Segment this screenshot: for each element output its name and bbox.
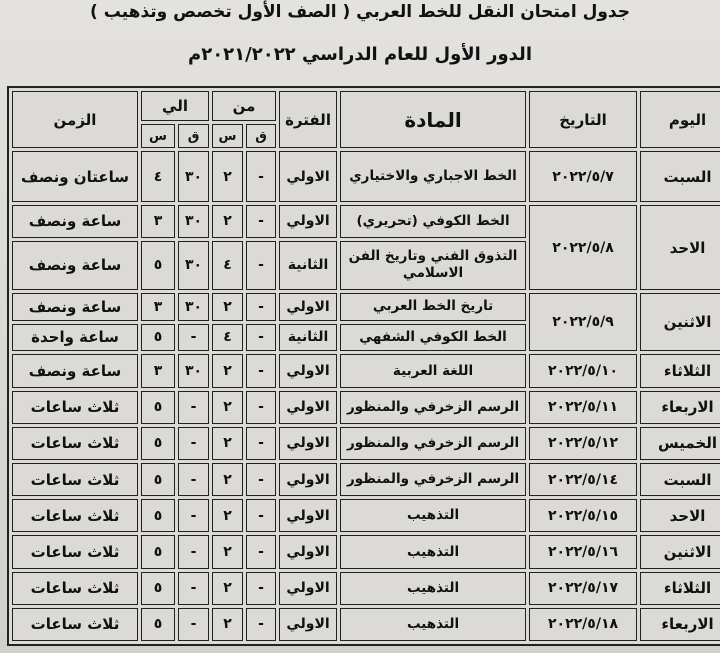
cell-subject: تاريخ الخط العربي [340,293,526,321]
cell-day: الخميس [640,427,720,460]
cell-to-q: - [178,391,209,424]
cell-to-q: - [178,463,209,496]
cell-duration: ثلاث ساعات [12,608,138,641]
cell-to-q: - [178,608,209,641]
table-row [12,293,720,321]
cell-day: الاربعاء [640,391,720,424]
cell-subject: الرسم الزخرفي والمنظور [340,391,526,424]
cell-date: ٢٠٢٢/٥/١٧ [529,572,637,605]
cell-date: ٢٠٢٢/٥/٧ [529,151,637,202]
cell-subject: التذهيب [340,535,526,568]
cell-to-s: ٤ [141,151,175,202]
cell-period: الاولي [279,427,337,460]
cell-day: السبت [640,151,720,202]
cell-to-s: ٥ [141,463,175,496]
cell-to-q: ٣٠ [178,241,209,290]
table-row [12,354,720,387]
cell-from-s: ٤ [212,324,243,352]
cell-day: الاحد [640,205,720,289]
document-title: جدول امتحان النقل للخط العربي ( الصف الأول تخصص وتذهيب ) [90,2,630,22]
cell-day: الاربعاء [640,608,720,641]
cell-day: السبت [640,463,720,496]
cell-to-s: ٣ [141,205,175,237]
header-subject: المادة [340,91,526,148]
table-row [12,463,720,496]
cell-from-q: - [246,241,276,290]
cell-period: الاولي [279,151,337,202]
cell-to-s: ٣ [141,293,175,321]
document-subtitle: الدور الأول للعام الدراسي ٢٠٢١/٢٠٢٢م [188,44,532,65]
cell-period: الثانية [279,241,337,290]
cell-date: ٢٠٢٢/٥/١٠ [529,354,637,387]
cell-from-s: ٤ [212,241,243,290]
cell-to-s: ٥ [141,608,175,641]
cell-subject: التذهيب [340,499,526,532]
cell-subject: الرسم الزخرفي والمنظور [340,463,526,496]
cell-to-s: ٥ [141,427,175,460]
cell-period: الاولي [279,463,337,496]
header-from-s: س [212,124,243,148]
cell-duration: ساعة ونصف [12,354,138,387]
table-row [12,427,720,460]
cell-day: الاثنين [640,293,720,352]
header-period: الفترة [279,91,337,148]
cell-date: ٢٠٢٢/٥/٩ [529,293,637,352]
cell-to-s: ٥ [141,241,175,290]
cell-day: الثلاثاء [640,572,720,605]
cell-to-q: ٣٠ [178,151,209,202]
cell-duration: ساعة واحدة [12,324,138,352]
table-row [12,151,720,202]
cell-from-q: - [246,608,276,641]
cell-to-s: ٥ [141,391,175,424]
cell-to-q: ٣٠ [178,293,209,321]
cell-from-s: ٢ [212,463,243,496]
exam-schedule-table [7,86,720,646]
cell-period: الاولي [279,608,337,641]
cell-duration: ثلاث ساعات [12,499,138,532]
cell-duration: ثلاث ساعات [12,391,138,424]
cell-from-s: ٢ [212,608,243,641]
cell-subject: الخط الكوفي الشفهي [340,324,526,352]
header-date: التاريخ [529,91,637,148]
cell-period: الاولي [279,499,337,532]
cell-to-q: - [178,427,209,460]
cell-from-q: - [246,572,276,605]
cell-subject: الخط الكوفي (تحريري) [340,205,526,237]
cell-from-s: ٢ [212,205,243,237]
cell-from-s: ٢ [212,572,243,605]
cell-from-s: ٢ [212,535,243,568]
cell-period: الاولي [279,391,337,424]
cell-day: الاحد [640,499,720,532]
cell-to-s: ٥ [141,324,175,352]
cell-date: ٢٠٢٢/٥/١٢ [529,427,637,460]
cell-period: الاولي [279,535,337,568]
cell-duration: ثلاث ساعات [12,463,138,496]
cell-duration: ساعتان ونصف [12,151,138,202]
cell-subject: التذوق الفني وتاريخ الفن الاسلامي [340,241,526,290]
cell-from-s: ٢ [212,427,243,460]
cell-from-s: ٢ [212,499,243,532]
cell-from-q: - [246,391,276,424]
cell-to-s: ٥ [141,499,175,532]
cell-from-q: - [246,293,276,321]
cell-period: الاولي [279,205,337,237]
cell-date: ٢٠٢٢/٥/١٤ [529,463,637,496]
cell-subject: التذهيب [340,608,526,641]
table-row [12,391,720,424]
cell-date: ٢٠٢٢/٥/١٨ [529,608,637,641]
cell-from-q: - [246,499,276,532]
cell-from-q: - [246,151,276,202]
table-row [12,535,720,568]
header-from: من [212,91,276,121]
cell-subject: التذهيب [340,572,526,605]
cell-to-q: ٣٠ [178,354,209,387]
header-to: الي [141,91,209,121]
cell-to-s: ٥ [141,535,175,568]
cell-period: الاولي [279,293,337,321]
cell-from-s: ٢ [212,391,243,424]
table-row [12,205,720,237]
cell-to-q: - [178,535,209,568]
cell-to-q: - [178,499,209,532]
cell-date: ٢٠٢٢/٥/١٥ [529,499,637,532]
cell-subject: اللغة العربية [340,354,526,387]
cell-to-q: - [178,572,209,605]
cell-subject: الخط الاجباري والاختياري [340,151,526,202]
header-duration: الزمن [12,91,138,148]
cell-from-q: - [246,463,276,496]
cell-duration: ثلاث ساعات [12,535,138,568]
cell-from-q: - [246,324,276,352]
cell-duration: ثلاث ساعات [12,427,138,460]
cell-duration: ساعة ونصف [12,293,138,321]
header-to-s: س [141,124,175,148]
cell-date: ٢٠٢٢/٥/١١ [529,391,637,424]
table-row [12,608,720,641]
cell-to-q: - [178,324,209,352]
cell-period: الثانية [279,324,337,352]
cell-from-s: ٢ [212,293,243,321]
cell-from-s: ٢ [212,151,243,202]
header-day: اليوم [640,91,720,148]
cell-date: ٢٠٢٢/٥/٨ [529,205,637,289]
table-row [12,572,720,605]
cell-to-q: ٣٠ [178,205,209,237]
cell-to-s: ٣ [141,354,175,387]
cell-subject: الرسم الزخرفي والمنظور [340,427,526,460]
cell-duration: ساعة ونصف [12,241,138,290]
cell-duration: ساعة ونصف [12,205,138,237]
cell-period: الاولي [279,354,337,387]
cell-from-q: - [246,354,276,387]
cell-from-s: ٢ [212,354,243,387]
cell-duration: ثلاث ساعات [12,572,138,605]
table-row [12,499,720,532]
cell-to-s: ٥ [141,572,175,605]
cell-from-q: - [246,205,276,237]
cell-period: الاولي [279,572,337,605]
cell-date: ٢٠٢٢/٥/١٦ [529,535,637,568]
cell-from-q: - [246,427,276,460]
header-to-q: ق [178,124,209,148]
cell-day: الاثنين [640,535,720,568]
header-from-q: ق [246,124,276,148]
cell-from-q: - [246,535,276,568]
cell-day: الثلاثاء [640,354,720,387]
